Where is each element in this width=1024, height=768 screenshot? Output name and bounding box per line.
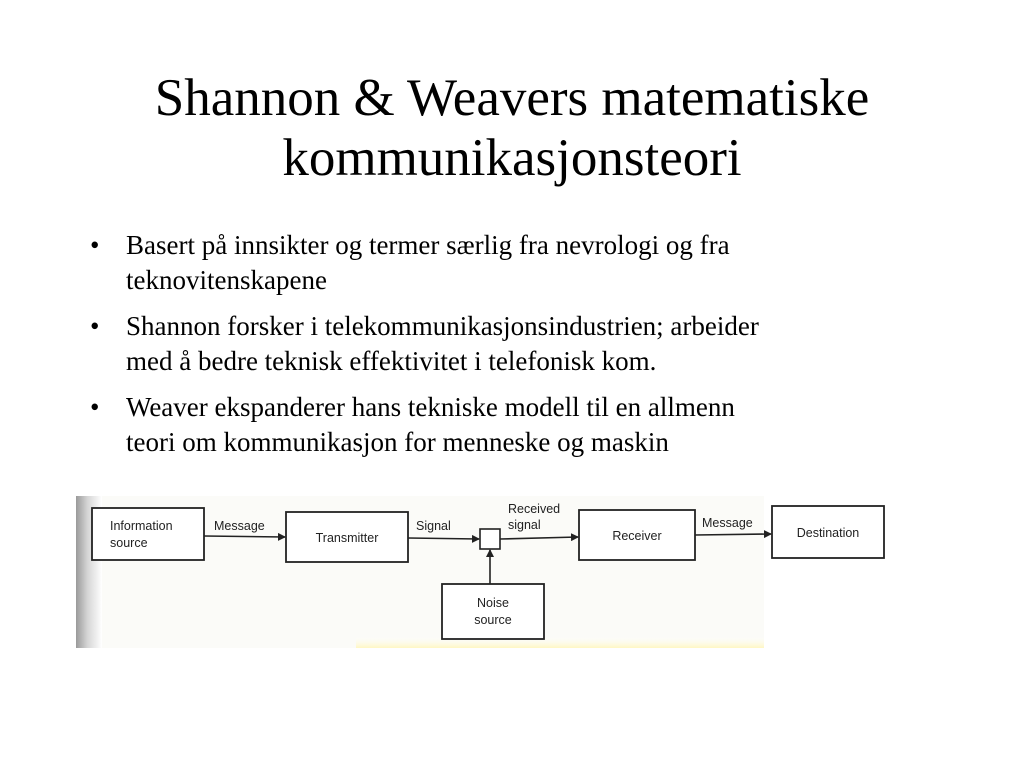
edge-label-received-signal-line-2: signal <box>508 518 541 532</box>
bullet-marker: • <box>90 392 100 422</box>
title-line-2: kommunikasjonsteori <box>282 129 742 187</box>
bullet-2-line-1: Shannon forsker i telekommunikasjonsindustrien; arbeider <box>126 311 759 341</box>
transmitter-label: Transmitter <box>315 531 379 545</box>
scan-bottom-tint <box>356 636 764 648</box>
arrow-receiver-to-destination <box>695 534 771 535</box>
information-source-box <box>92 508 204 560</box>
noise-source-label-line-1: Noise <box>477 596 509 610</box>
bullet-list <box>88 228 948 471</box>
noise-source-label-line-2: source <box>474 613 512 627</box>
edge-label-message-2: Message <box>702 516 753 530</box>
information-source-label-line-2: source <box>110 536 148 550</box>
arrow-transmitter-to-junction <box>408 538 479 539</box>
bullet-marker: • <box>90 311 100 341</box>
bullet-marker: • <box>90 230 100 260</box>
edge-label-signal: Signal <box>416 519 451 533</box>
information-source-label-line-1: Information <box>110 519 173 533</box>
slide-title <box>0 68 1024 188</box>
edge-label-received-signal-line-1: Received <box>508 502 561 516</box>
receiver-label: Receiver <box>612 529 662 543</box>
bullet-3-line-2: teori om kommunikasjon for menneske og maskin <box>126 427 669 457</box>
bullet-item-2 <box>88 309 948 379</box>
channel-junction <box>480 529 500 549</box>
bullet-item-3 <box>88 390 948 460</box>
edge-label-message-1: Message <box>214 519 265 533</box>
communication-model-diagram <box>76 496 888 648</box>
noise-source-box <box>442 584 544 639</box>
bullet-2-line-2: med å bedre teknisk effektivitet i telefonisk kom. <box>126 346 657 376</box>
diagram-canvas <box>76 496 888 648</box>
bullet-item-1 <box>88 228 948 298</box>
bullet-1-line-1: Basert på innsikter og termer særlig fra nevrologi og fra <box>126 230 730 260</box>
bullet-3-line-1: Weaver ekspanderer hans tekniske modell til en allmenn <box>126 392 735 422</box>
title-line-1: Shannon & Weavers matematiske <box>154 69 870 127</box>
bullet-1-line-2: teknovitenskapene <box>126 265 327 295</box>
arrow-source-to-transmitter <box>204 536 285 537</box>
destination-label: Destination <box>796 526 860 540</box>
